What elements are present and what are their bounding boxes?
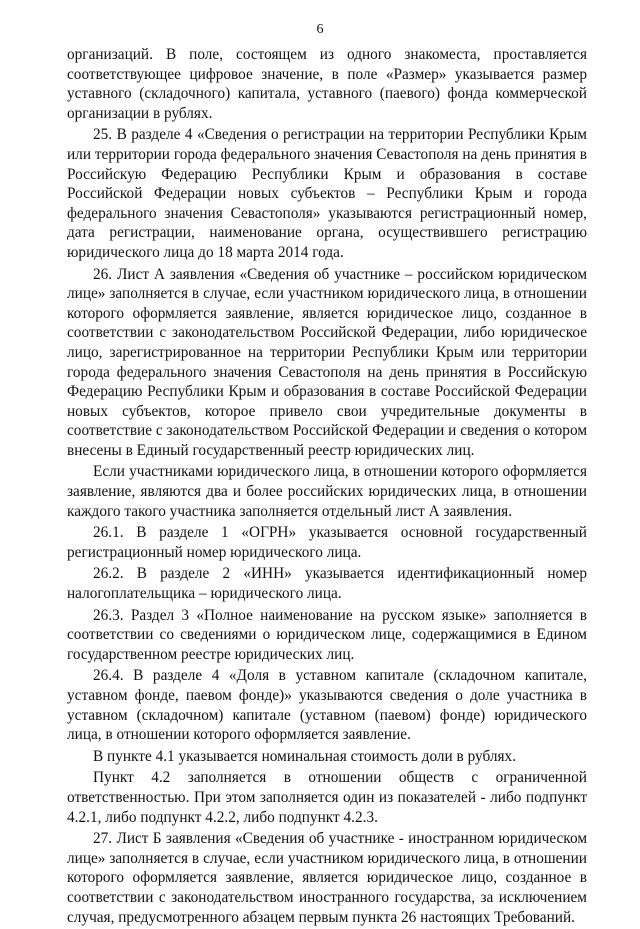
paragraph-26: 26. Лист А заявления «Сведения об участнике – российском юридическом лице» заполняется в случае, если участником юридического лица, в отношении которого оформляется заявление, является юридическое лицо, созданное в соответствии с законодательством Российской Федерации, либо юридическое лицо, зарегистрированное на территории Республики Крым или территории города федерального значения Севастополя на день принятия в Российскую Федерацию Республики Крым и образования в составе Российской Федерации новых субъектов, которое привело свои учредительные документы в соответствие с законодательством Российской Федерации и сведения о котором внесены в Единый государственный реестр юридических лиц. <box>67 265 587 459</box>
page-number: 6 <box>316 22 324 37</box>
paragraph-25: 25. В разделе 4 «Сведения о регистрации на территории Республики Крым или территории города федерального значения Севастополя на день принятия в Российскую Федерацию Республики Крым и образования в составе Российской Федерации новых субъектов – Республики Крым и города федерального значения Севастополя» указываются регистрационный номер, дата регистрации, наименование органа, осуществившего регистрацию юридического лица до 18 марта 2014 года. <box>67 126 587 261</box>
paragraph-point-4-1: В пункте 4.1 указывается номинальная стоимость доли в рублях. <box>93 747 517 765</box>
paragraph-26-3: 26.3. Раздел 3 «Полное наименование на русском языке» заполняется в соответствии со сведениями о юридическом лице, содержащимися в Едином государственном реестре юридических лиц. <box>67 606 587 663</box>
paragraph-26-2: 26.2. В разделе 2 «ИНН» указывается идентификационный номер налогоплательщика – юридического лица. <box>67 565 587 603</box>
paragraph-continuation: организаций. В поле, состоящем из одного знакоместа, проставляется соответствующее цифровое значение, в поле «Размер» указывается размер уставного (складочного) капитала, уставного (паевого) фонда коммерческой организации в рублях. <box>67 46 587 122</box>
paragraph-26-1: 26.1. В разделе 1 «ОГРН» указывается основной государственный регистрационный номер юридического лица. <box>67 524 587 561</box>
paragraph-26-participants: Если участниками юридического лица, в отношении которого оформляется заявление, являются два и более российских юридических лица, в отношении каждого такого участника заполняется отдельный лист А заявления. <box>67 463 587 520</box>
document-body <box>67 45 587 929</box>
paragraph-26-4: 26.4. В разделе 4 «Доля в уставном капитале (складочном капитале, уставном фонде, паевом фонде)» указываются сведения о доле участника в уставном (складочном) капитале (уставном (паевом) фонде) юридического лица, в отношении которого оформляется заявление. <box>67 667 587 744</box>
paragraph-point-4-2: Пункт 4.2 заполняется в отношении обществ с ограниченной ответственностью. При этом заполняется один из показателей - либо подпункт 4.2.1, либо подпункт 4.2.2, либо подпункт 4.2.3. <box>67 769 587 826</box>
paragraph-27: 27. Лист Б заявления «Сведения об участнике - иностранном юридическом лице» заполняется в случае, если участником юридического лица, в отношении которого оформляется заявление, является юридическое лицо, созданное в соответствии с законодательством иностранного государства, за исключением случая, предусмотренного абзацем первым пункта 26 настоящих Требований. <box>67 830 587 926</box>
